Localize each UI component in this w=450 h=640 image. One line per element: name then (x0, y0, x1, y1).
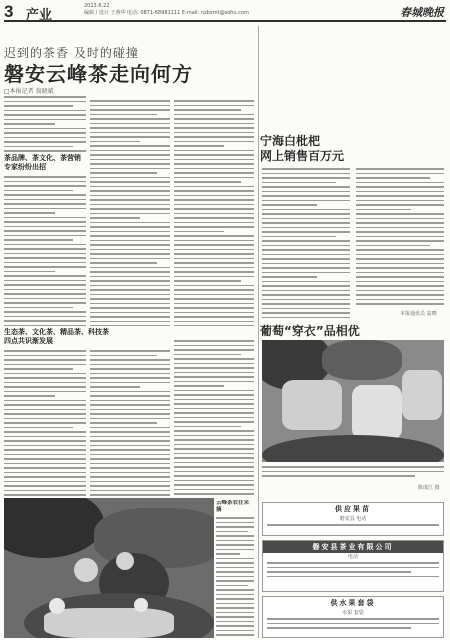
body-text-col3b (174, 340, 254, 496)
header-editor: 编辑 / 设计 王燕华 电话: 0871-68981111 E-mail: nzbxmt@sohu.com (84, 10, 249, 16)
body-text-col2 (90, 100, 170, 326)
body-text-col3 (174, 100, 254, 326)
side-story-headline: 宁海白枇杷 网上销售百万元 (260, 134, 345, 163)
ad-fruit-bags (262, 596, 444, 638)
ad-seedlings-tag: 磐安县 电话 (339, 516, 367, 522)
article-byline: □本报记者 翁晓斌 (4, 88, 54, 95)
article-subtitle: 迟到的茶香 及时的碰撞 (4, 46, 139, 60)
photo-caption-text (216, 500, 254, 636)
side-story-credit: 本报通讯员 翁晓 (400, 311, 437, 317)
feature-headline: 葡萄“穿衣”品相优 (260, 324, 360, 338)
body-text-col1b (4, 176, 86, 326)
ad-tea-company (262, 540, 444, 592)
subhead-2: 生态茶、文化茶、精品茶、科技茶 四点共识渐发展 (4, 328, 109, 345)
ad-tea-company-tag: 电话 (347, 554, 358, 560)
feature-caption-text (262, 466, 444, 488)
side-story-text-col1 (262, 168, 350, 318)
header-date: 2013.6.22 (84, 3, 110, 9)
masthead: 春城晚报 (400, 6, 444, 19)
section-name: 产业 (26, 7, 53, 22)
body-text-col2b (90, 350, 170, 496)
side-story-text-col2 (356, 168, 444, 308)
tea-picking-photo (4, 498, 214, 638)
page-number: 3 (4, 2, 14, 21)
body-text-col1 (4, 96, 86, 152)
subhead-1: 茶品牌、茶文化、茶营销 专家纷纷出招 (4, 154, 81, 171)
ad-seedlings (262, 502, 444, 536)
article-headline: 磐安云峰茶走向何方 (4, 62, 193, 86)
ad-seedlings-title: 供应果苗 (335, 505, 371, 513)
photo-caption: 云峰茶农在采摘 (216, 500, 250, 513)
ad-fruit-bags-title: 供水果套袋 (330, 599, 376, 607)
feature-credit: 陈成江 摄 (418, 485, 440, 491)
header-info (84, 3, 249, 17)
ad-tea-company-title: 磐安县茶业有限公司 (263, 541, 443, 553)
column-divider (258, 26, 259, 638)
grape-photo (262, 340, 444, 462)
body-text-col1c (4, 350, 86, 496)
page-header (4, 2, 446, 22)
ad-fruit-bags-tag: 水果 套袋 (342, 610, 364, 616)
